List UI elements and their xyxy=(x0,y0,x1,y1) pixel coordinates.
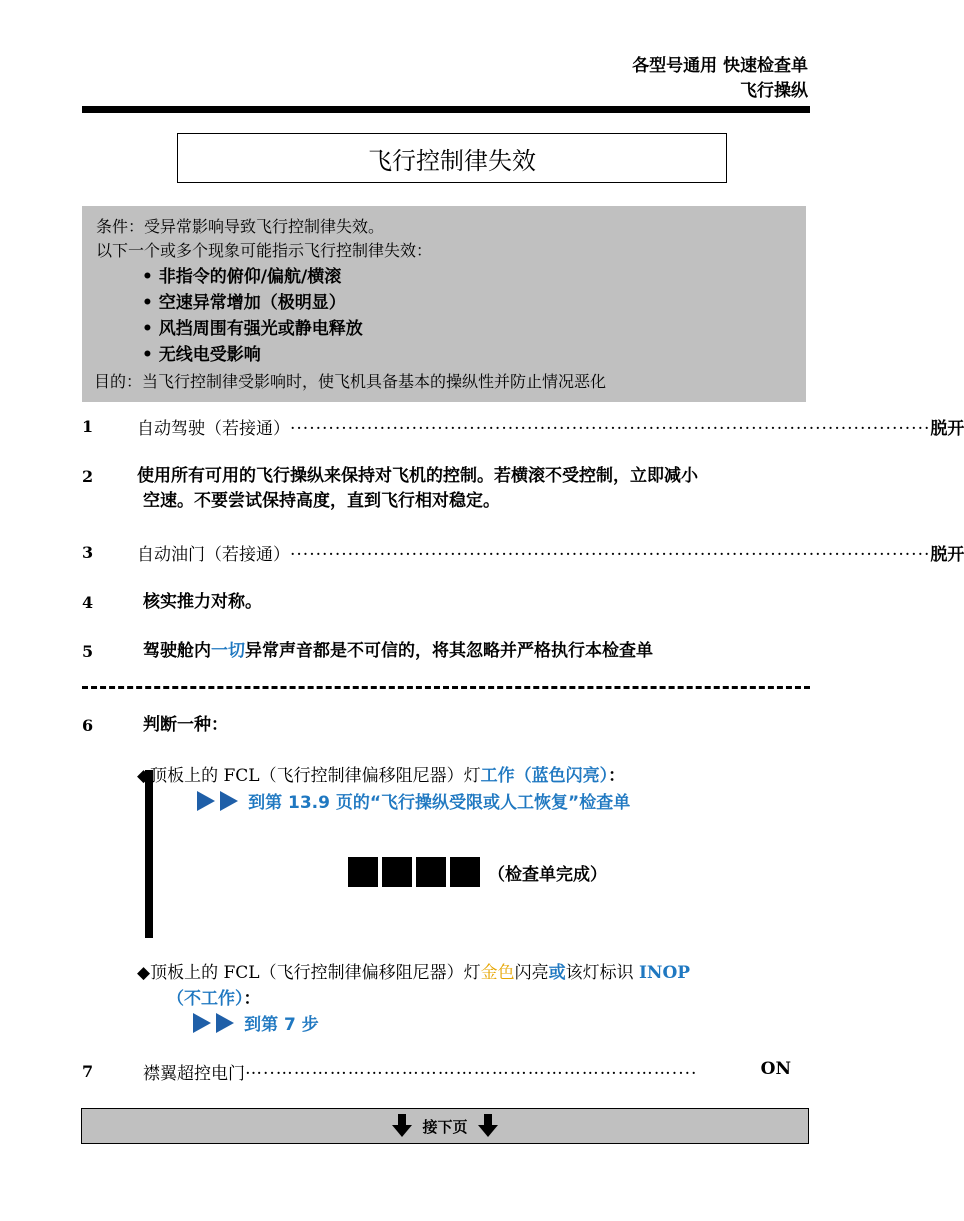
step-number: 6 xyxy=(82,716,94,735)
goto-arrow-icon xyxy=(197,791,215,811)
end-block-icon xyxy=(416,857,446,887)
dashed-divider xyxy=(82,686,810,689)
goto-text: 到第 7 步 xyxy=(244,1015,319,1035)
step-text-cont: 空速。不要尝试保持高度，直到飞行相对稳定。 xyxy=(143,491,500,511)
branch-bar xyxy=(145,770,153,938)
option-text-part: 该灯标识 xyxy=(565,963,639,983)
option-text-part: ： xyxy=(243,989,261,1009)
end-block-icon xyxy=(450,857,480,887)
down-arrow-icon xyxy=(392,1114,412,1138)
down-arrow-icon xyxy=(478,1114,498,1138)
goto-arrow-icon xyxy=(193,1013,211,1033)
condition-text: 条件：受异常影响导致飞行控制律失效。 xyxy=(96,217,385,236)
continue-label: 接下页 xyxy=(422,1117,468,1136)
diamond-icon: ◆ xyxy=(137,766,151,786)
step-label: 自动油门（若接通） xyxy=(137,545,290,565)
option-text-highlight: 或 xyxy=(548,963,566,983)
step-text-part: 驾驶舱内 xyxy=(143,641,211,661)
step-number: 7 xyxy=(82,1062,94,1081)
step-text-part: 异常声音都是不可信的，将其忽略并严格执行本检查单 xyxy=(245,641,653,661)
step-text-highlight: 一切 xyxy=(211,641,245,661)
leader-dots: …..………………………………………………………….... xyxy=(245,1059,698,1079)
step-text: 使用所有可用的飞行操纵来保持对飞机的控制。若横滚不受控制，立即减小 xyxy=(137,466,698,486)
option-1-text xyxy=(137,761,625,786)
header-rule xyxy=(82,106,810,113)
step-text: 判断一种： xyxy=(143,715,228,735)
step-label: 自动驾驶（若接通） xyxy=(137,419,290,439)
indications-intro: 以下一个或多个现象可能指示飞行控制律失效： xyxy=(96,241,433,260)
option-2-text xyxy=(137,958,690,983)
option-2-text-cont xyxy=(167,984,261,1009)
step-number: 2 xyxy=(82,467,94,486)
option-text-part: ： xyxy=(608,766,626,786)
option-text-highlight: INOP xyxy=(638,963,691,983)
step-text: 核实推力对称。 xyxy=(143,592,262,612)
goto-arrow-icon xyxy=(220,791,238,811)
indication-item: • 风挡周围有强光或静电释放 xyxy=(142,319,363,339)
option-text-gold: 金色 xyxy=(480,963,515,983)
step-number: 5 xyxy=(82,642,94,661)
continue-next-page-bar xyxy=(81,1108,809,1144)
goto-line-1 xyxy=(197,788,630,813)
leader-dots: .................................................................................................... xyxy=(290,414,931,434)
step-action: 脱开 xyxy=(930,545,964,565)
checklist-complete xyxy=(348,857,607,887)
step-text xyxy=(143,638,653,665)
step-number: 3 xyxy=(82,543,94,562)
goto-line-2 xyxy=(193,1010,319,1035)
page-title: 飞行控制律失效 xyxy=(177,133,727,183)
indication-item: • 无线电受影响 xyxy=(142,345,261,365)
step-number: 1 xyxy=(82,417,94,436)
step-3-row xyxy=(137,540,964,565)
header-line-2: 飞行操纵 xyxy=(740,81,808,101)
indication-item: • 非指令的俯仰/偏航/横滚 xyxy=(142,267,342,287)
leader-dots: .................................................................................................... xyxy=(290,540,931,560)
goto-arrow-icon xyxy=(216,1013,234,1033)
end-block-icon xyxy=(382,857,412,887)
option-text-part: 闪亮 xyxy=(514,963,549,983)
step-label: 襟翼超控电门 xyxy=(143,1064,245,1084)
purpose-text: 目的：当飞行控制律受影响时，使飞机具备基本的操纵性并防止情况恶化 xyxy=(94,372,607,391)
step-number: 4 xyxy=(82,593,94,612)
condition-box xyxy=(82,206,806,402)
end-block-icon xyxy=(348,857,378,887)
step-action: 脱开 xyxy=(930,419,964,439)
option-text-part: 顶板上的 FCL（飞行控制律偏移阻尼器）灯 xyxy=(150,766,481,786)
indication-item: • 空速异常增加（极明显） xyxy=(142,293,346,313)
step-7-row xyxy=(143,1059,791,1084)
option-text-highlight: 工作（蓝色闪亮） xyxy=(480,766,609,786)
header-line-1: 各型号通用 快速检查单 xyxy=(632,56,808,76)
step-action: ON xyxy=(760,1059,791,1079)
diamond-icon: ◆ xyxy=(137,963,151,983)
goto-text: 到第 13.9 页的“飞行操纵受限或人工恢复”检查单 xyxy=(248,793,631,813)
step-1-row xyxy=(137,414,964,439)
option-text-part: 顶板上的 FCL（飞行控制律偏移阻尼器）灯 xyxy=(150,963,481,983)
option-text-highlight: （不工作） xyxy=(167,989,244,1009)
complete-text: （检查单完成） xyxy=(488,864,607,885)
